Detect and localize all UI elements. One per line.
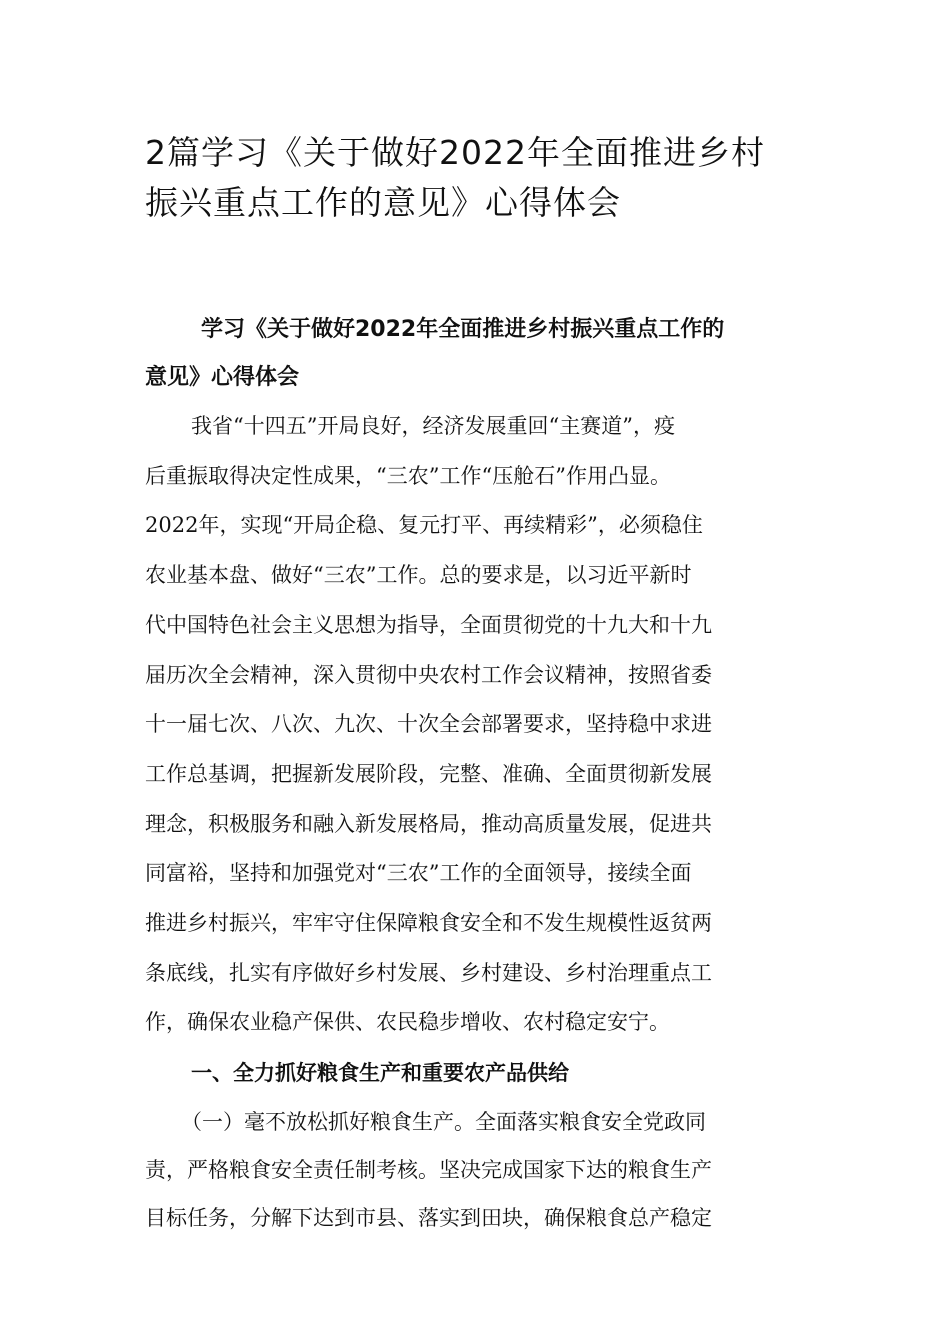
title-line: 2篇学习《关于做好2022年全面推进乡村 [145, 133, 765, 172]
article-subtitle [145, 306, 805, 402]
text-line: 农业基本盘、做好“三农”工作。总的要求是，以习近平新时 [145, 563, 692, 588]
text-line: 届历次全会精神，深入贯彻中央农村工作会议精神，按照省委 [145, 662, 712, 687]
text-line: 推进乡村振兴，牢牢守住保障粮食安全和不发生规模性返贫两 [145, 911, 712, 936]
section-heading: 一、全力抓好粮食生产和重要农产品供给 [191, 1061, 569, 1086]
text-line: 十一届七次、八次、九次、十次全会部署要求，坚持稳中求进 [145, 712, 712, 737]
text-line: 作，确保农业稳产保供、农民稳步增收、农村稳定安宁。 [145, 1010, 670, 1035]
text-line: 理念，积极服务和融入新发展格局，推动高质量发展，促进共 [145, 811, 712, 836]
paragraph-grain [145, 1098, 805, 1242]
text-line: 条底线，扎实有序做好乡村发展、乡村建设、乡村治理重点工 [145, 960, 712, 985]
document-page [145, 128, 805, 1242]
text-line: 目标任务，分解下达到市县、落实到田块，确保粮食总产稳定 [145, 1206, 712, 1231]
document-title [145, 128, 805, 228]
text-line: 后重振取得决定性成果，“三农”工作“压舱石”作用凸显。 [145, 463, 671, 488]
text-line: 同富裕，坚持和加强党对“三农”工作的全面领导，接续全面 [145, 861, 692, 886]
text-line: 责，严格粮食安全责任制考核。坚决完成国家下达的粮食生产 [145, 1158, 712, 1183]
subtitle-line: 意见》心得体会 [145, 365, 300, 390]
text-line: 我省“十四五”开局良好，经济发展重回“主赛道”，疫 [191, 414, 675, 438]
paragraph-intro [145, 402, 805, 1048]
subtitle-line: 学习《关于做好2022年全面推进乡村振兴重点工作的 [201, 317, 725, 342]
article-section [145, 306, 805, 1242]
text-line: 工作总基调，把握新发展阶段，完整、准确、全面贯彻新发展 [145, 761, 712, 786]
text-line: 代中国特色社会主义思想为指导，全面贯彻党的十九大和十九 [145, 612, 712, 637]
text-line: 2022年，实现“开局企稳、复元打平、再续精彩”，必须稳住 [145, 513, 703, 538]
text-line: （一）毫不放松抓好粮食生产。全面落实粮食安全党政同 [181, 1110, 706, 1135]
title-line: 振兴重点工作的意见》心得体会 [145, 183, 621, 222]
